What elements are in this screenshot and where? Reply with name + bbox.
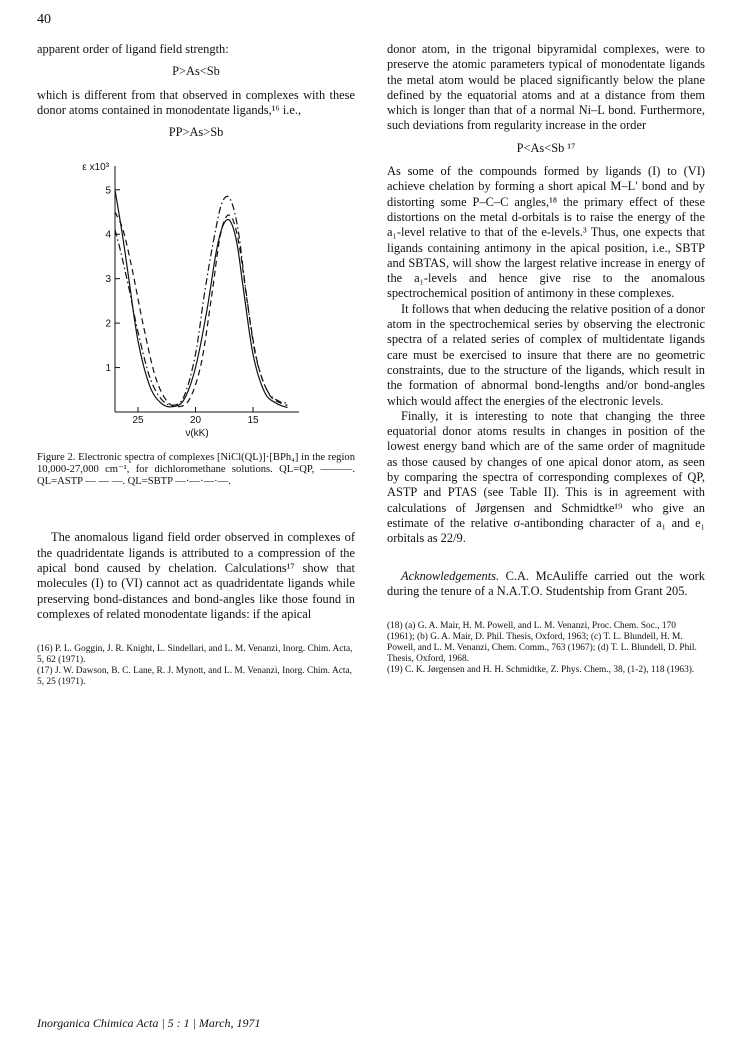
equation-3: P<As<Sb ¹⁷ (516, 140, 576, 155)
x-tick-label: 25 (132, 415, 144, 427)
page-number: 40 (37, 12, 51, 27)
x-tick-label: 20 (189, 415, 202, 427)
spectrum-line-solid (115, 190, 288, 408)
left-paragraph-3: The anomalous ligand field order observed in complexes of the quadridentate ligands is attributed to a compression of the apical bond caused by chelation. Calculations¹⁷ show that molecules (I) to (VI) cannot act as quadridentate ligands while preserving bond-distances and bond-angles like those found in complexes of related monodentate ligands: if the apical (37, 530, 355, 621)
spectrum-line-dash-dot (115, 197, 288, 406)
right-paragraph-2: As some of the compounds formed by ligands (I) to (VI) achieve chelation by forming a short apical M–L′ bond and by distorting some P–C–C angles,¹⁸ the primary effect of these distortions on the metal d-orbitals is to raise the energy of the a₁-level relative to that of the e-levels.³ Thus, one expects that ligands containing antimony in the apical position, i.e., SBTP and SBTAS, will show the largest relative increase in energy of the a₁-levels and hence give rise to the anomalous spectrochemical position of antimony in these complexes. (387, 164, 705, 301)
reference-18: (18) (a) G. A. Mair, H. M. Powell, and L. M. Venanzi, Proc. Chem. Soc., 170 (1961); (b) G. A. Mair, D. Phil. Thesis, Oxford, 1963; (c) T. L. Blundell, H. M. Powell, and L. M. Venanzi, Chem. Comm., 763 (1967); (d) T. L. Blundell, D. Phil. Thesis, Oxford, 1968. (387, 621, 697, 665)
equation-1: P>As<Sb (172, 64, 220, 79)
x-tick-label: 15 (247, 415, 259, 427)
acknowledgements-title: Acknowledgements. (401, 568, 500, 583)
reference-17: (17) J. W. Dawson, B. C. Lane, R. J. Mynott, and L. M. Venanzi, Inorg. Chim. Acta, 5, 25 (1971). (37, 666, 352, 688)
journal-footer: Inorganica Chimica Acta | 5 : 1 | March, 1971 (37, 1016, 261, 1030)
left-paragraph-1: apparent order of ligand field strength: (37, 42, 229, 56)
x-axis-label: ν(kK) (185, 428, 209, 440)
acknowledgements (387, 569, 705, 600)
right-column (387, 42, 705, 676)
y-tick-label: 3 (105, 274, 111, 286)
figure-2 (37, 150, 355, 450)
right-paragraph-4: Finally, it is interesting to note that changing the three equatorial donor atoms results in changes in position of the lowest energy band which are of the same order of magnitude as those caused by changes of one apical donor atom, as seen by comparing the spectra of corresponding complexes of QP, ASTP and PTAS (see Table II). This is in agreement with calculations of Jørgensen and Schmidtke¹⁹ who give an estimate of the relative σ-antibonding character of a₁ and e₁ orbitals as 22/9. (387, 408, 705, 546)
figure-caption: Figure 2. Electronic spectra of complexes [NiCl(QL)]·[BPh₄] in the region 10,000-27,000 cm⁻¹, for dichloromethane solutions. QL=QP, ———. QL=ASTP — — —. QL=SBTP —·—·—·—. (37, 452, 355, 488)
y-tick-label: 2 (105, 319, 111, 331)
left-paragraph-2: which is different from that observed in complexes with these donor atoms contained in monodentate ligands,¹⁶ i.e., (37, 87, 355, 117)
y-axis-label: ε x10³ (82, 162, 109, 174)
left-references (37, 644, 355, 688)
y-tick-label: 1 (105, 363, 111, 375)
left-column (37, 42, 355, 688)
spectrum-chart (37, 150, 355, 450)
equation-2: PP>As>Sb (168, 125, 224, 140)
y-tick-label: 4 (105, 230, 111, 242)
reference-16: (16) P. L. Goggin, J. R. Knight, L. Sindellari, and L. M. Venanzi, Inorg. Chim. Acta, 5, 62 (1971). (37, 644, 353, 666)
right-paragraph-3: It follows that when deducing the relative position of a donor atom in the spectrochemical series by observing the electronic spectra of a related series of complex of multidentate ligands care must be exercised to insure that there are no geometric constraints, due to the structure of the ligands, which result in the formation of abnormal bond-lengths and/or bond-angles which would affect the energies of the electronic levels. (387, 301, 705, 408)
acknowledgements-body: C.A. McAuliffe carried out the work during the tenure of a N.A.T.O. Studentship from Grant 205. (387, 568, 705, 598)
right-paragraph-1: donor atom, in the trigonal bipyramidal complexes, were to preserve the atomic parameters typical of monodentate ligands the metal atom would be placed significantly below the plane defined by the equatorial atoms and at a distance from them which is longer than that of a normal Ni–L bond. Furthermore, such deviations from regularity increase in the order (387, 42, 705, 133)
y-tick-label: 5 (105, 185, 111, 197)
reference-19: (19) C. K. Jørgensen and H. H. Schmidtke, Z. Phys. Chem., 38, (1-2), 118 (1963). (387, 665, 695, 676)
right-references (387, 621, 705, 676)
